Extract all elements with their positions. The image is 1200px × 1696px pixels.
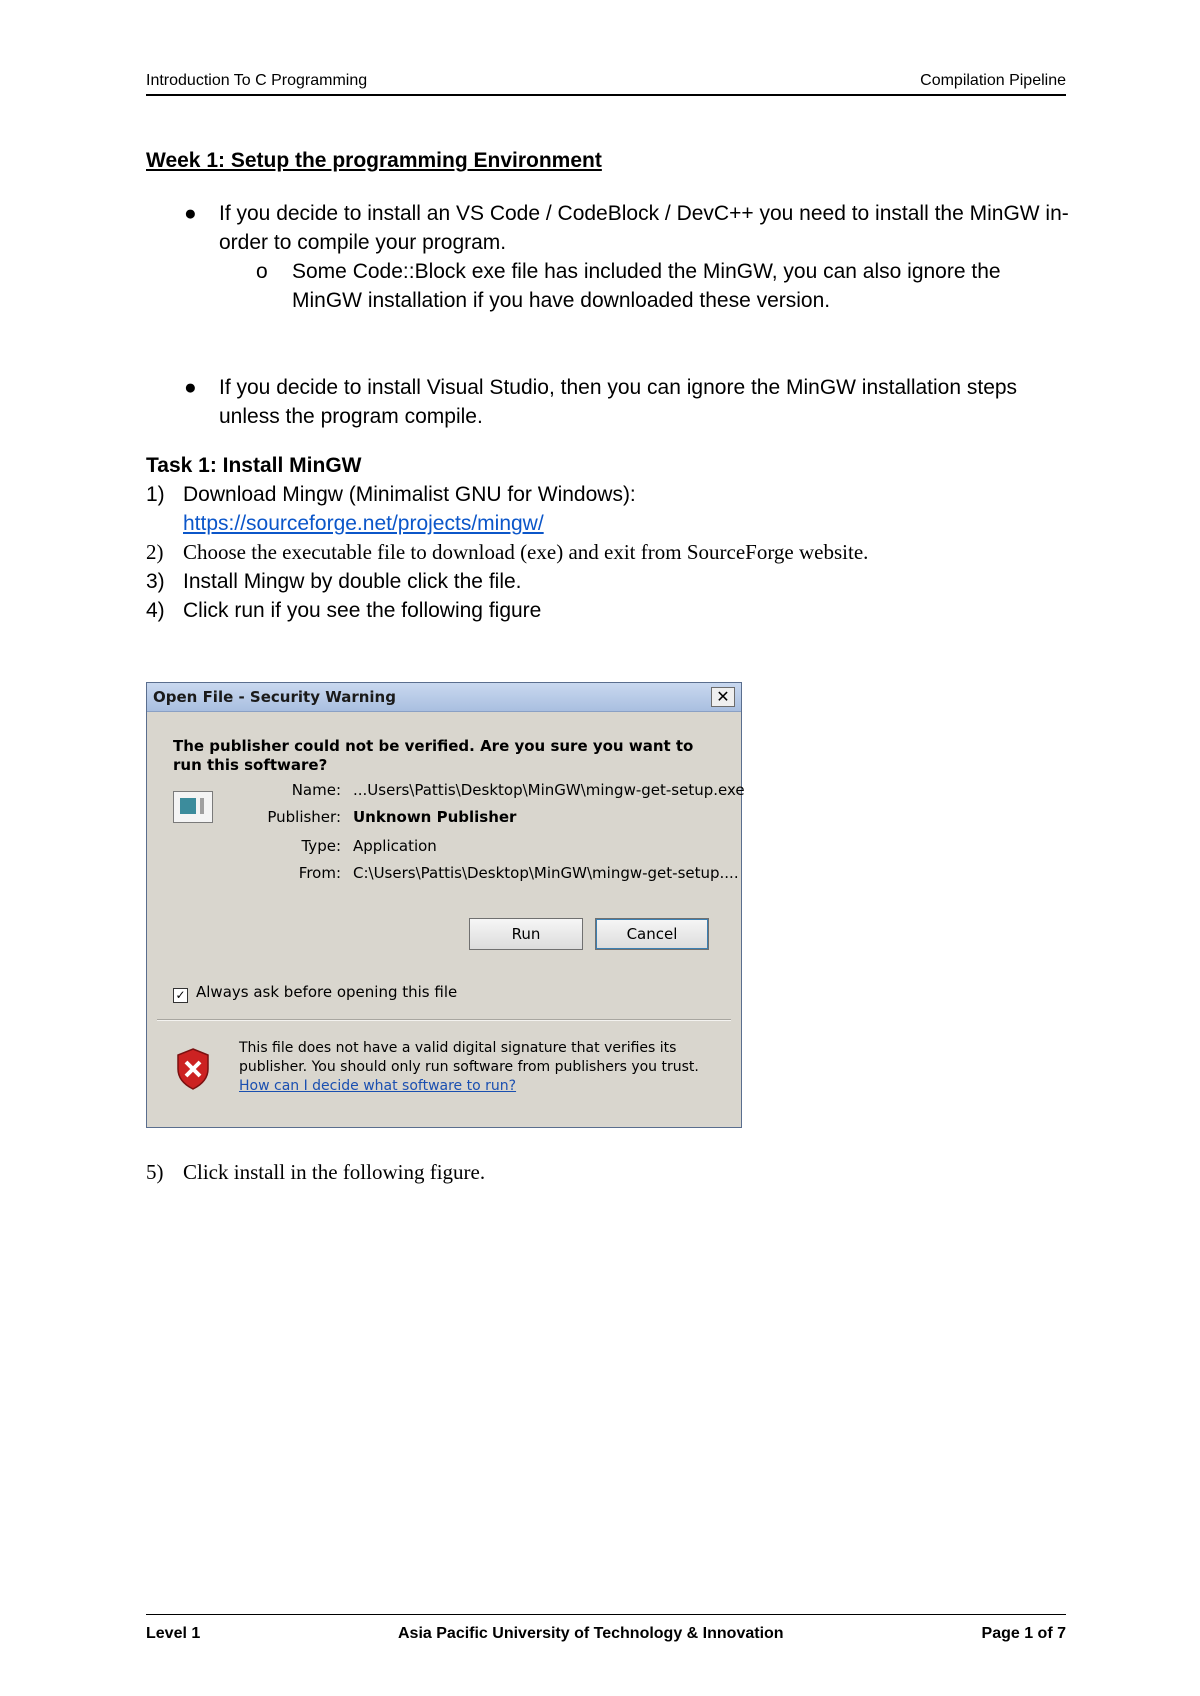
field-label: Type: — [301, 837, 341, 855]
field-label: Name: — [291, 781, 341, 799]
run-button[interactable]: Run — [469, 918, 583, 950]
page-footer — [146, 1614, 1066, 1642]
header-section-title: Compilation Pipeline — [920, 72, 1066, 89]
field-label: Publisher: — [267, 808, 341, 826]
bullet-list — [146, 199, 1076, 431]
week-title: Week 1: Setup the programming Environment — [146, 149, 602, 172]
warning-text: This file does not have a valid digital signature that verifies its publisher. You should only run software from publishers you trust. — [239, 1040, 699, 1075]
close-icon[interactable]: ✕ — [711, 687, 735, 707]
field-value: ...Users\Pattis\Desktop\MinGW\mingw-get-setup.exe — [353, 781, 745, 799]
security-warning-dialog — [146, 682, 745, 1128]
dialog-title: Open File - Security Warning — [153, 688, 396, 706]
sub-bullet-text: Some Code::Block exe file has included the MinGW, you can also ignore the MinGW installation if you have downloaded these version. — [292, 260, 1001, 312]
bullet-icon: ● — [184, 376, 197, 399]
step-number: 5) — [146, 1160, 164, 1184]
sourceforge-link[interactable]: https://sourceforge.net/projects/mingw/ — [183, 512, 544, 535]
signature-warning — [239, 1039, 709, 1096]
step-number: 3) — [146, 570, 165, 593]
field-label: From: — [298, 864, 341, 882]
step-item — [146, 596, 1076, 625]
step-text: Choose the executable file to download (exe) and exit from SourceForge website. — [183, 540, 869, 564]
checkmark-icon[interactable]: ✓ — [173, 988, 188, 1003]
bullet-item — [146, 199, 1076, 257]
spacer — [146, 315, 1076, 373]
step-number: 4) — [146, 599, 165, 622]
step-text: Download Mingw (Minimalist GNU for Windows): — [183, 483, 636, 506]
cancel-button[interactable]: Cancel — [595, 918, 709, 950]
document-body — [146, 146, 1076, 625]
task-title: Task 1: Install MinGW — [146, 454, 362, 477]
dialog-titlebar — [147, 683, 741, 712]
sub-bullet-item — [146, 257, 1076, 315]
step-item — [146, 480, 1076, 538]
bullet-icon: ● — [184, 202, 197, 225]
field-value: C:\Users\Pattis\Desktop\MinGW\mingw-get-setup.... — [353, 864, 739, 882]
footer-page-number: Page 1 of 7 — [981, 1625, 1066, 1642]
step-number: 2) — [146, 540, 164, 564]
application-icon — [173, 791, 213, 823]
security-shield-icon — [175, 1047, 211, 1091]
divider — [157, 1019, 731, 1021]
step-text: Install Mingw by double click the file. — [183, 570, 522, 593]
field-value: Unknown Publisher — [353, 808, 517, 826]
dialog-question: The publisher could not be verified. Are you sure you want to run this software? — [173, 737, 694, 774]
checkbox-label: Always ask before opening this file — [196, 983, 458, 1001]
header-course-title: Introduction To C Programming — [146, 72, 368, 89]
footer-level: Level 1 — [146, 1625, 201, 1642]
step-text: Click install in the following figure. — [183, 1160, 486, 1184]
step-item — [146, 567, 1076, 596]
bullet-item — [146, 373, 1076, 431]
step-item — [146, 538, 1076, 567]
sub-bullet-icon: o — [256, 260, 268, 283]
page-header — [146, 70, 1066, 96]
footer-university: Asia Pacific University of Technology & Innovation — [398, 1625, 784, 1642]
help-link[interactable]: How can I decide what software to run? — [239, 1078, 517, 1094]
step-text: Click run if you see the following figure — [183, 599, 542, 622]
bullet-text: If you decide to install an VS Code / CodeBlock / DevC++ you need to install the MinGW in-order to compile your program. — [219, 202, 1069, 254]
step-number: 1) — [146, 483, 165, 506]
field-value: Application — [353, 837, 437, 855]
always-ask-checkbox[interactable] — [173, 983, 457, 1003]
step-list — [146, 480, 1076, 625]
bullet-text: If you decide to install Visual Studio, then you can ignore the MinGW installation steps unless the program compile. — [219, 376, 1018, 428]
